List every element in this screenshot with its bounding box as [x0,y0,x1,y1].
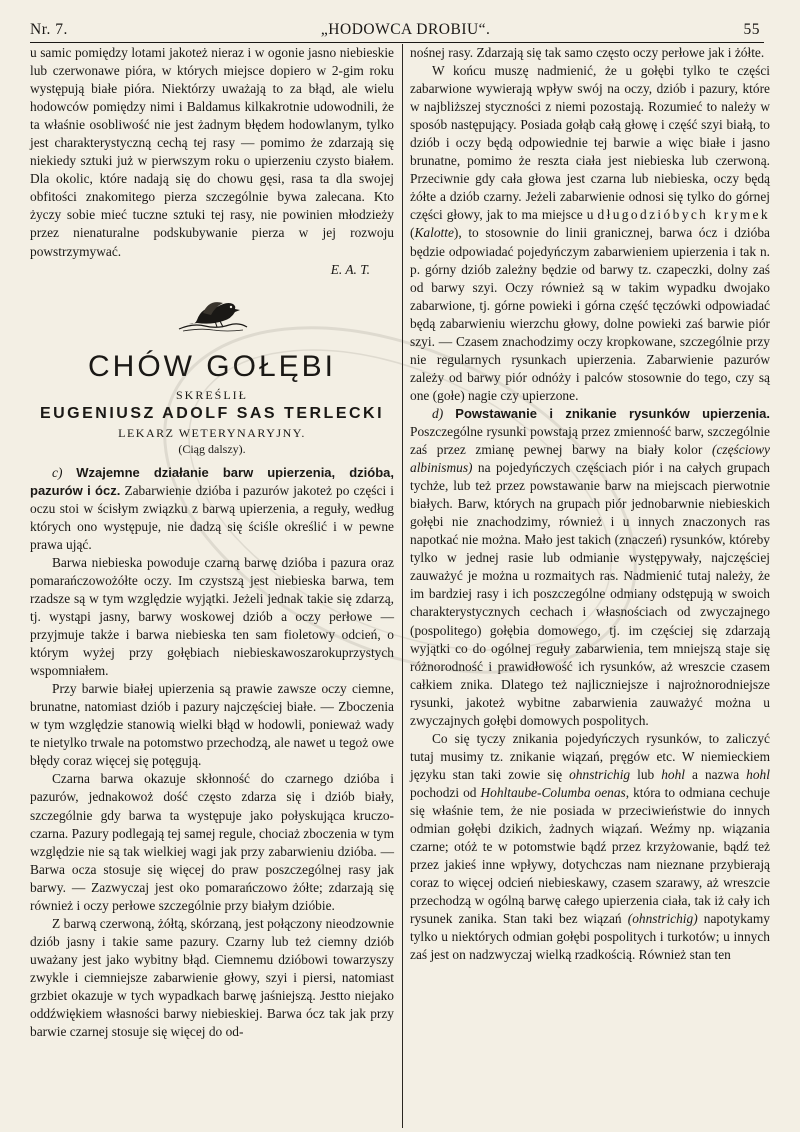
text-run: pochodzi od [410,784,477,800]
intro-paragraph: u samic pomiędzy lotami jakotеż nieraz i w ogonie jasno niebieskie lub czerwonawe pióra, w których miejsce dopiero w 2-gim roku występują białe pióra. Niektórzy uważają to za błąd, ale wielu hodowców pomiędzy nimi i Baldamus kilkakrotnie udowodnili, że ta właśnie osobliwość nie jest żadnym błędem hodowlanym, tylko jest charakterystyczną cechą tej rasy — pomimo że zdarzają się niekiedy sztuki już w pierwszym roku o upierzeniu czysto białem. Dla okolic, które nadają się do chowu gęsi, rasa ta dla swojej obfitości znakomitego pierza szczególnie bywa zalecana. Kto życzy sobie mieć tuczne sztuki tej rasy, nie powinien młodzieży przez nienaturalne podskubywanie pierza w jej rozwoju powstrzymywać. [30,45,394,259]
continued-note: (Ciąg dalszy). [178,441,246,456]
text-run: Poszczególne rysunki powstają przez zmienność barw, szczególnie zaś przez zmianę pewnej barwy na biały kolor [410,423,770,458]
body-paragraph: Przy barwie białej upierzenia są prawie zawsze oczy ciemne, brunatne, natomiast dziób i pazury najczęściej białe. — Zboczenia w tym względzie stanowią wielki błąd w hodowli, ponieważ wady te nietylko trwale na potomstwo przechodzą, ale nawet u tegoż owe błędy coraz więcej się potęgują. [30,681,394,769]
text-run: na pojedyńczych częściach piór i na całych grupach tychże, lub też przez powstawanie barw na miejscach pierwotnie białych. Barw, których na grupach piór jednobarwnie niebieskich gołębi nie znachodzimy, również i u innych znaczonych ras napotkać nie można. Mało jest takich (znaczeń) rysunków, któreby tylko w jednej rasie lub odmianie występywały, najczęściej zauważyć je można u rozmaitych ras. Nadmienić tutaj należy, że im bardziej rasy i ich poszczególne odmiany odstępują w swoich charakterystycznych cechach i własnościach od zwyczajnego (pospolitego) gołębia domowego, tj. im częściej się zdarzają wyjątki co do ogólnej reguły zabarwienia, tem mniejszą staje się różnorodność i prawidłowość ich rysunków, aż wreszcie czasem całkiem znika. Dlatego też najliczniejsze i najrożnorodniejsze rysunki, jakotеż wybitne zabarwienia zauważyć można u zwyczajnych gołębi domowych pospolitych. [410,460,770,728]
issue-number: Nr. 7. [30,21,68,38]
text-run: a nazwa [692,766,740,782]
latin-term: Hohltaube-Columba oenas [480,784,626,800]
bird-vignette [30,289,394,335]
text-run: , to stosownie do linii granicznej, barwa ócz i dzióba będzie odpowiadać pojedyńczym zabarwieniem upierzenia i tak n. p. górny dziób zależny będzie od barwy tz. czapeczki, dolny zaś od barwy szyi. Oczy również są w takim wypadku dwojako zabarwione, tj. górne powieki i górna część tęczówki odpowiadać będą zabarwieniu wierzchu głowy, dolne powieki zaś barwie piór szyi. — Czasem znachodzimy oczy kropkowane, szczególnie przy nie regularnych rysunkach upierzenia. Zabarwienie pazurów zależy od barwy piór odnóży i palców stosownie do tego, czy są one (gołe) nagie czy upierzone. [410,225,770,403]
text-run: W końcu muszę nadmienić, że u gołębi tylko te części zabarwione wywierają wpływ swój na oczy, dziób i pazury, które w najbliższej styczności z niemi pozostają. Rozumieć to należy w sposób następujący. Posiada gołąb całą głowę i część szyi białą, to dziób i oczy będą odpowiednie tej barwie a więc białe i jasno brunatne, pomimo że reszta ciała jest niebieska lub czerwoną. Przeciwnie gdy cała głowa jest czarna lub niebieska, oczy będą żółte a dziób czarny. Jeżeli zabarwienie odnosi się tylko do górnej części głowy, jak to ma miejsce u [410,63,770,223]
text-run: , która to odmiana cechuje się właśnie tem, że nie posiada w przeciwieństwie do innych odmian gołębi dzikich, żadnych wiązań. Weźmy np. wiązania czarne; otóż te w potomstwie bądź przez krzyżowanie, bądź też przez jakieś inne wpływy, dotychczas nam nieznane przybierają coraz to więcej odcień niebieskawy, czasem szarawy, aż wreszcie przechodzą w ogólną barwę całego upierzenia ciała, tak iż cały ich rysunek zanika. Stan taki bez wiązań [410,784,770,927]
subsection-c-heading: Wzajemne działanie barw upierzenia, dzióba, pazurów i ócz. [30,464,394,498]
body-paragraph [410,730,770,965]
right-column [410,44,770,964]
running-header [30,18,760,42]
bird-icon [173,289,251,335]
text-run: Co się tyczy znikania pojedyńczych rysunków, to zaliczyć tutaj musimy tz. znikanie wiązań, pręgów etc. W niemieckiem języku stan taki zowie się [410,730,770,782]
subsection-d-paragraph [410,405,770,730]
author-role: LEKARZ WETERYNARYJNY. [118,425,306,440]
page-number: 55 [743,21,760,38]
section-title: CHÓW GOŁĘBI [87,349,337,383]
text-run: napotykamy tylko u niektórych odmian gołębi pospolitych i turkotów; u innych zaś jest on nadzwyczaj wielką rzadkością. Również stan ten [410,911,770,963]
subsection-d-heading: Powstawanie i znikanie rysunków upierzenia. [455,405,770,421]
subsection-c-text: Zabarwienie dzióba i pazurów jakotеż po części i oczu stoi w ścisłym związku z barwą upierzenia, a reguły, według których ono występuje, nie dadzą się ściśle określić i w pewne prawa ująć. [30,482,394,552]
german-term: hohl [746,766,770,782]
continuation-paragraph: nośnej rasy. Zdarzają się tak samo często oczy perłowe jak i żółte. [410,45,765,60]
left-column [30,44,394,1041]
subsection-d-marker: d) [432,405,444,421]
latin-term: Kalotte [414,225,454,241]
body-paragraph: Czarna barwa okazuje skłonność do czarnego dzióba i pazurów, jednakowoż dość często zdarza się i dziób biały, szczególnie gdy barwa ta występuje jako połyskująca kruczo-czarna. Pazury podlegają tej samej regule, chociaż zboczenia w tym względzie nie są tak wielkiej wagi jak przy zabarwieniu dzióba. — Barwa ocza stosuje się więcej do praw poszczególnej rasy jak barwy. — Zazwyczaj jest oko pomarańczowo żółte; zdarzają się również i oczy perłowe szczególnie przy białym dzióbie. [30,771,394,913]
author-name: EUGENIUSZ ADOLF SAS TERLECKI [39,404,385,422]
german-term: hohl [661,766,686,782]
text-run: lub [637,766,655,782]
article-signature: E. A. T. [330,261,370,277]
body-paragraph: Barwa niebieska powoduje czarną barwę dzióba i pazura oraz pomarańczowożółte oczy. Im czystszą jest niebieska barwa, tem rzadsze są w tym względzie wyjątki. Jeżeli jednak takie się zdarzą, tj. wystąpi jasny, barwy woskowej dziób a oczy perłowe — przyjmuje także i barwa niebieska ten sam fioletowy odcień, o którym wyżej przy gołębiach niebieskawoszarokuprzystych wspomniałem. [30,554,394,679]
german-term: ohnstrichig [569,766,631,782]
spaced-term: długodzióbych krymek [597,207,770,223]
byline-label: SKREŚLIŁ [175,387,248,402]
german-term: (ohnstrichig) [627,911,698,927]
body-paragraph: Z barwą czerwoną, żółtą, skórzaną, jest połączony nieodzownie dziób jasny i takie same pazury. Czarny lub też ciemny dziób uważany jest jako wybitny błąd. Ciemnemu dzióbowi towarzyszy zwykle i ciemniejsze zabarwienie głowy, szyi i piersi, natomiast grzbiet okazuje w tych wypadkach barwę jaśniejszą. Jestto niejako oddźwiękiem własności barwy niebieskiej. Barwa ócz tak jak przy barwie czarnej stosuje się więcej do od- [30,915,394,1040]
column-divider [402,44,403,1128]
body-paragraph: W końcu muszę nadmienić, że u gołębi tylko te części zabarwione wywierają wpływ swój na oczy, dziób i pazury, które w najbliższej styczności z niemi pozostają. Rozumieć to należy w sposób następujący. Posiada gołąb całą głowę i część szyi białą, to dziób i oczy będą odpowiednie tej barwie a więc białe i jasno brunatne, pomimo że reszta ciała jest niebieska lub czerwoną. Przeciwnie gdy cała głowa jest czarna lub niebieska, oczy będą żółte a dziób czarny. Jeżeli zabarwienie odnosi się tylko do górnej części głowy, jak to ma miejsce u długodzióbych krymek (Kalotte), to stosownie do linii granicznej, barwa ócz i dzióba będzie odpowiadać pojedyńczym zabarwieniem upierzenia i tak n. p. górny dziób zależny będzie od barwy tz. czapeczki, dolny zaś od barwy szyi. Oczy również są w takim wypadku dwojako zabarwione, tj. górne powieki i górna część tęczówki odpowiadać będą zabarwieniu wierzchu głowy, dolne powieki zaś barwie piór szyi. — Czasem znachodzimy oczy kropkowane, szczególnie przy nie regularnych rysunkach upierzenia. Zabarwienie pazurów zależy od barwy piór odnóży i palców stosownie do tego, czy są one (gołe) nagie czy upierzone. [410,63,770,403]
journal-title: „HODOWCA DROBIU“. [320,21,491,38]
italic-term: (częściowy albinismus) [410,442,770,476]
subsection-c-paragraph [30,464,394,554]
header-rule [30,42,764,43]
subsection-c-marker: c) [52,464,63,480]
